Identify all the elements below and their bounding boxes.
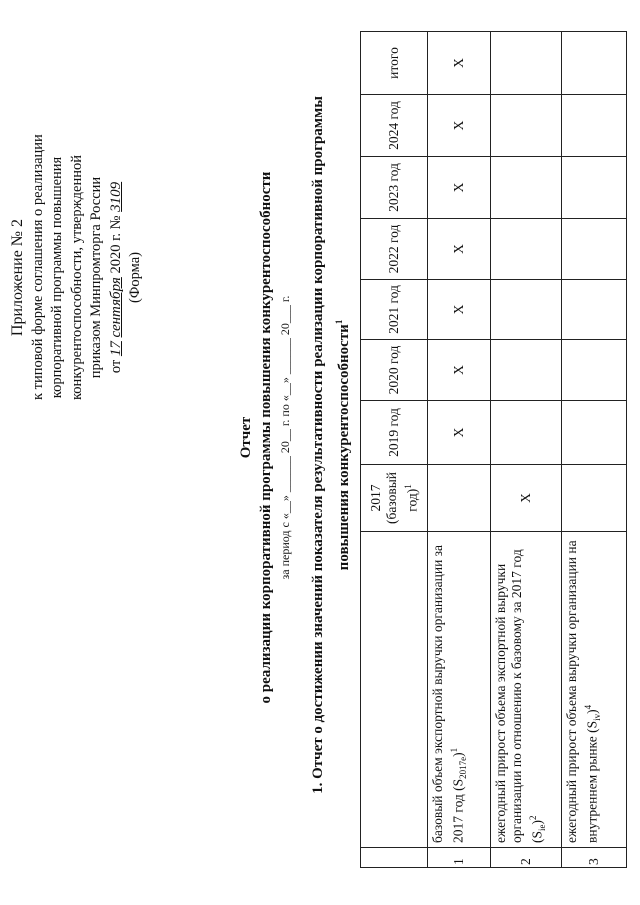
order-number-handwritten: 3109 (107, 181, 124, 212)
header-cell-2019: 2019 год (361, 401, 428, 465)
value-cell (562, 32, 627, 95)
value-cell: X (428, 32, 491, 95)
appendix-number: Приложение № 2 (9, 218, 26, 337)
table-header-row (361, 32, 428, 868)
value-cell: X (428, 95, 491, 157)
row-number: 3 (562, 848, 627, 868)
appendix-date-line (107, 155, 127, 400)
table-row (428, 32, 491, 868)
value-cell (562, 401, 627, 465)
value-cell (562, 95, 627, 157)
value-cell: X (428, 219, 491, 280)
section-title-line2 (329, 65, 355, 825)
section-title-line2-text: повышения конкурентоспособности (336, 324, 352, 571)
value-cell (562, 157, 627, 219)
value-cell (428, 465, 491, 532)
form-label: (Форма) (127, 252, 143, 303)
value-cell (491, 32, 562, 95)
row-number: 2 (491, 848, 562, 868)
value-cell (491, 95, 562, 157)
header-cell-2023: 2023 год (361, 157, 428, 219)
table-row (491, 32, 562, 868)
value-cell (562, 465, 627, 532)
value-cell (491, 219, 562, 280)
header-cell-total: итого (361, 32, 428, 95)
value-cell: X (491, 465, 562, 532)
date-month-handwritten: сентября (107, 277, 124, 338)
appendix-line: приказом Минпромторга России (88, 176, 104, 379)
header-cell-indicator (361, 532, 428, 848)
value-cell: X (428, 280, 491, 340)
appendix-line: конкурентоспособности, утвержденной (68, 154, 85, 400)
value-cell: X (428, 401, 491, 465)
date-day-handwritten: 17 (107, 341, 124, 357)
value-cell: X (428, 157, 491, 219)
report-heading: Отчет (238, 416, 254, 459)
header-cell-2020: 2020 год (361, 340, 428, 401)
report-subheading: о реализации корпоративной программы повышения конкурентоспособности (258, 171, 274, 704)
value-cell: X (428, 340, 491, 401)
value-cell (562, 219, 627, 280)
appendix-line: к типовой форме соглашения о реализации (29, 134, 46, 400)
header-cell-num (361, 848, 428, 868)
table-row (562, 32, 627, 868)
header-cell-2017: 2017 (базовый год)$^1$ (361, 465, 428, 532)
row-indicator: ежегодный прирост объема экспортной выручки организации по отношению к базовому за 2017 год $(S_{ie})^2$ (491, 532, 562, 848)
section-title-line1: 1. Отчет о достижении значений показателя результативности реализации корпоративной программы (310, 96, 326, 794)
date-prefix: от (107, 359, 124, 374)
row-indicator: базовый объем экспортной выручки организации за 2017 год $(S_{2017e})^1$ (428, 532, 491, 848)
value-cell (562, 340, 627, 401)
footnote-mark: 1 (334, 319, 344, 325)
report-title (236, 30, 276, 845)
value-cell (562, 280, 627, 340)
value-cell (491, 157, 562, 219)
row-number: 1 (428, 848, 491, 868)
header-cell-2024: 2024 год (361, 95, 428, 157)
row-indicator: ежегодный прирост объема выручки организации на внутреннем рынке $(S_{iv})^4$ (562, 532, 627, 848)
appendix-block (8, 134, 146, 400)
header-cell-2021: 2021 год (361, 280, 428, 340)
report-period: за период с «__» ______ 20__ г. по «__» ______ 20___ г. (278, 295, 292, 580)
date-year: 2020 г. № (107, 215, 124, 274)
value-cell (491, 340, 562, 401)
value-cell (491, 401, 562, 465)
indicator-table (360, 31, 627, 868)
value-cell (491, 280, 562, 340)
appendix-line: корпоративной программы повышения (49, 156, 65, 399)
header-cell-2022: 2022 год (361, 219, 428, 280)
section-title (308, 65, 355, 825)
